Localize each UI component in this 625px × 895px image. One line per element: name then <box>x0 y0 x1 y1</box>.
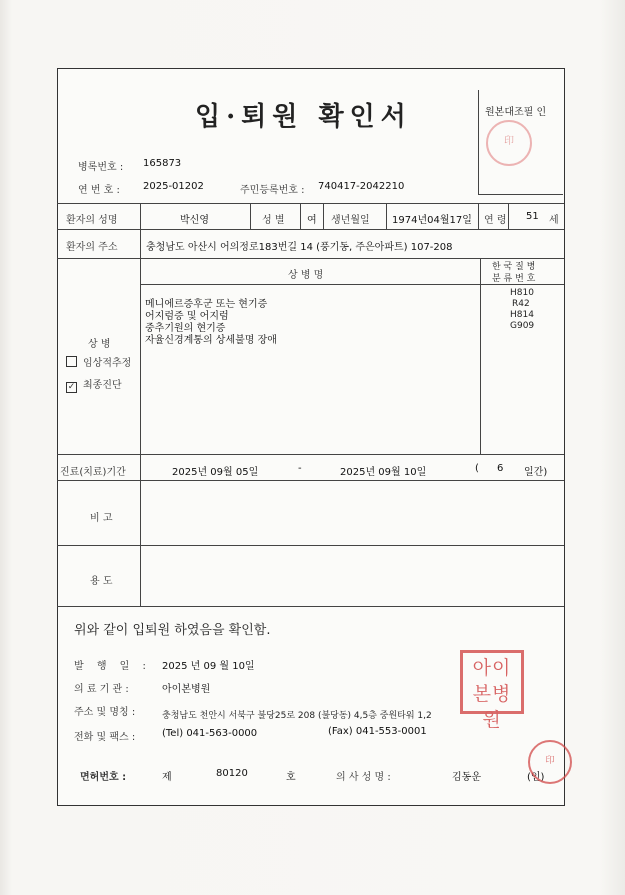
patient-name-label: 환자의 성명 <box>66 215 118 226</box>
rule <box>57 258 564 259</box>
kcd-header-1: 한 국 질 병 <box>492 262 536 272</box>
org-address-label: 주소 및 명칭 : <box>74 707 136 718</box>
org-address: 충청남도 천안시 서북구 불당25로 208 (불당동) 4,5층 중원타워 1,2 <box>162 711 432 721</box>
fax-value: (Fax) 041-553-0001 <box>328 726 427 737</box>
diagnosis-name: 메니에르증후군 또는 현기증 <box>145 299 268 310</box>
dob-label: 생년월일 <box>331 215 370 226</box>
dob-value: 1974년04월17일 <box>392 215 472 226</box>
license-label: 면허번호 : <box>80 772 127 783</box>
option-checkbox: ✓ <box>67 382 76 392</box>
rrn-label: 주민등록번호 : <box>240 185 305 196</box>
issue-date-label: 발 행 일 : <box>74 661 151 672</box>
period-separator: - <box>298 463 302 474</box>
period-start: 2025년 09월 05일 <box>172 467 259 478</box>
document-title: 입·퇴원 확인서 <box>195 102 412 132</box>
rule <box>323 203 324 229</box>
diagnosis-name-header: 상 병 명 <box>288 270 324 281</box>
purpose-label: 용 도 <box>90 576 113 587</box>
confirmation-text: 위와 같이 입퇴원 하였음을 확인함. <box>74 623 271 638</box>
faint-seal-icon: 印 <box>486 120 532 166</box>
original-verification-label: 원본대조필 인 <box>485 107 547 118</box>
diagnosis-name: 어지럼증 및 어지럼 <box>145 311 229 322</box>
patient-name: 박신영 <box>180 215 209 226</box>
period-label: 진료(치료)기간 <box>60 467 126 478</box>
option-checkbox <box>66 356 77 367</box>
diagnosis-code: R42 <box>512 299 530 309</box>
rule <box>250 203 251 229</box>
rule <box>386 203 387 229</box>
hospital-seal <box>460 650 524 731</box>
license-prefix: 제 <box>162 772 172 783</box>
doctor-seal-mark: (인) <box>527 772 545 783</box>
chart-no-value: 165873 <box>143 158 182 169</box>
diagnosis-option <box>66 376 122 393</box>
rule <box>480 258 481 454</box>
hospital-seal-text: 아이본병원 <box>472 657 512 731</box>
org-label: 의 료 기 관 : <box>74 684 129 695</box>
rule <box>57 545 564 546</box>
sex-label: 성 별 <box>262 215 285 226</box>
rule <box>508 203 509 229</box>
period-days: 6 <box>497 463 504 474</box>
address-label: 환자의 주소 <box>66 242 118 253</box>
rule <box>57 480 564 481</box>
diagnosis-code: G909 <box>510 321 535 331</box>
contact-label: 전화 및 팩스 : <box>74 732 136 743</box>
option-label: 임상적추정 <box>83 358 132 369</box>
diagnosis-option <box>66 354 131 369</box>
sex-value: 여 <box>307 215 317 226</box>
rule <box>57 606 564 607</box>
diagnosis-code: H810 <box>510 288 534 298</box>
age-value: 51 <box>526 211 539 222</box>
diagnosis-name: 중추기원의 현기증 <box>145 323 226 334</box>
rrn-value: 740417-2042210 <box>318 181 405 192</box>
period-open-paren: ( <box>475 463 479 474</box>
remarks-label: 비 고 <box>90 513 113 524</box>
doctor-label: 의 사 성 명 : <box>336 772 391 783</box>
period-days-unit: 일간) <box>524 467 548 478</box>
rule <box>57 229 564 230</box>
org-name: 아이본병원 <box>162 684 211 695</box>
chart-no-label: 병록번호 : <box>78 162 124 173</box>
address-value: 충청남도 아산시 어의정로183번길 14 (풍기동, 주은아파트) 107-208 <box>146 242 453 253</box>
serial-value: 2025-01202 <box>143 181 204 192</box>
age-unit: 세 <box>549 215 559 226</box>
rule <box>478 203 479 229</box>
diagnosis-name: 자율신경계통의 상세불명 장애 <box>145 335 277 346</box>
rule <box>300 203 301 229</box>
doctor-name: 김동운 <box>452 772 481 783</box>
period-end: 2025년 09월 10일 <box>340 467 427 478</box>
rule <box>57 203 564 204</box>
rule <box>140 203 141 606</box>
diagnosis-code: H814 <box>510 310 534 320</box>
license-number: 80120 <box>216 768 248 779</box>
age-label: 연 령 <box>484 215 507 226</box>
serial-label: 연 번 호 : <box>78 185 120 196</box>
issue-date: 2025 년 09 월 10일 <box>162 661 255 672</box>
doctor-seal-icon: 印 <box>528 740 572 784</box>
option-label: 최종진단 <box>83 380 122 391</box>
diagnosis-section-label: 상 병 <box>88 339 111 350</box>
license-suffix: 호 <box>286 772 296 783</box>
kcd-header-2: 분 류 번 호 <box>492 274 536 284</box>
rule <box>140 284 564 285</box>
rule <box>57 454 564 455</box>
tel-value: (Tel) 041-563-0000 <box>162 728 258 739</box>
